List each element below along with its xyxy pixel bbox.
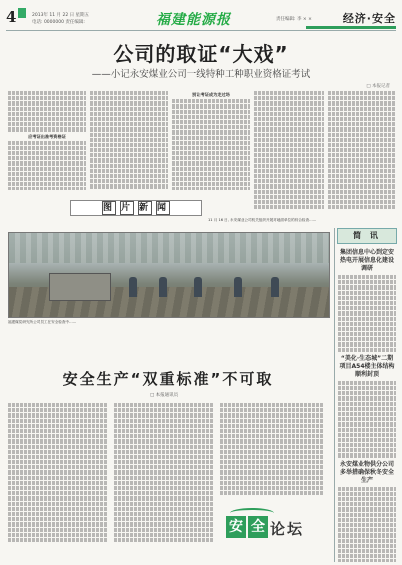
header-meta: 责任编辑: 李 × × (276, 17, 312, 22)
brief-item-title: “美化·生态城”二期项目A54楼主体结构顺利封顶 (339, 354, 395, 378)
article-subtitle: ——小记永安煤业公司一线特种工种职业资格证考试 (91, 69, 311, 80)
brief-item-title: 永安煤业物供分公司多举措确保秋冬安全生产 (339, 460, 394, 484)
safety-article-title: 安全生产“双重标准”不可取 (62, 370, 274, 388)
safety-column (220, 402, 324, 506)
safety-column (8, 402, 108, 557)
safety-forum-logo: 安 全 论坛 (222, 508, 326, 552)
article-subheading: 别让考证成为走过场 (192, 92, 230, 97)
safety-column (114, 402, 214, 557)
person-shape (159, 277, 167, 297)
header-date: 2013年 11 月 22 日 星期五 (32, 13, 90, 18)
brief-item-title: 集团信息中心到定安热电开展信息化建设调研 (339, 249, 394, 272)
news-photo (8, 232, 330, 318)
person-shape (234, 277, 242, 297)
section-accent-bar (306, 26, 396, 29)
photo-news-banner: 图 片 新 闻 (70, 200, 202, 216)
header-editor: 电话: 0000000 责任编辑: (32, 20, 85, 25)
article-column (90, 90, 168, 190)
article-title: 公司的取证“大戏” (113, 42, 289, 66)
person-shape (129, 277, 137, 297)
truck-shape (49, 273, 111, 301)
page-number: 4 (6, 8, 26, 26)
photo-caption-top: 11 月 16 日, 永安煤业公司机关组织开展对地面单位的综合检查…… (208, 218, 317, 222)
person-shape (194, 277, 202, 297)
page-header (6, 6, 396, 31)
article-column (254, 90, 324, 222)
article-subheading: 应考证出准考资格证 (28, 133, 66, 139)
briefs-heading: 简 讯 (337, 228, 397, 244)
newspaper-logo: 福建能源报 (156, 12, 231, 28)
article-column (172, 90, 250, 190)
page-flag-icon (18, 8, 26, 18)
section-title: 经济·安全 (342, 12, 396, 25)
article-column (8, 90, 86, 190)
photo-caption-bottom: 福建煤炭研究所公司员工在安全检查中…… (8, 320, 77, 324)
person-shape (271, 277, 279, 297)
briefs-content (338, 246, 396, 562)
briefs-column (334, 228, 397, 562)
article-byline: □ 本报记者 (366, 84, 390, 89)
article-column (328, 90, 396, 222)
safety-article-byline: □ 本报通讯员 (150, 393, 179, 398)
